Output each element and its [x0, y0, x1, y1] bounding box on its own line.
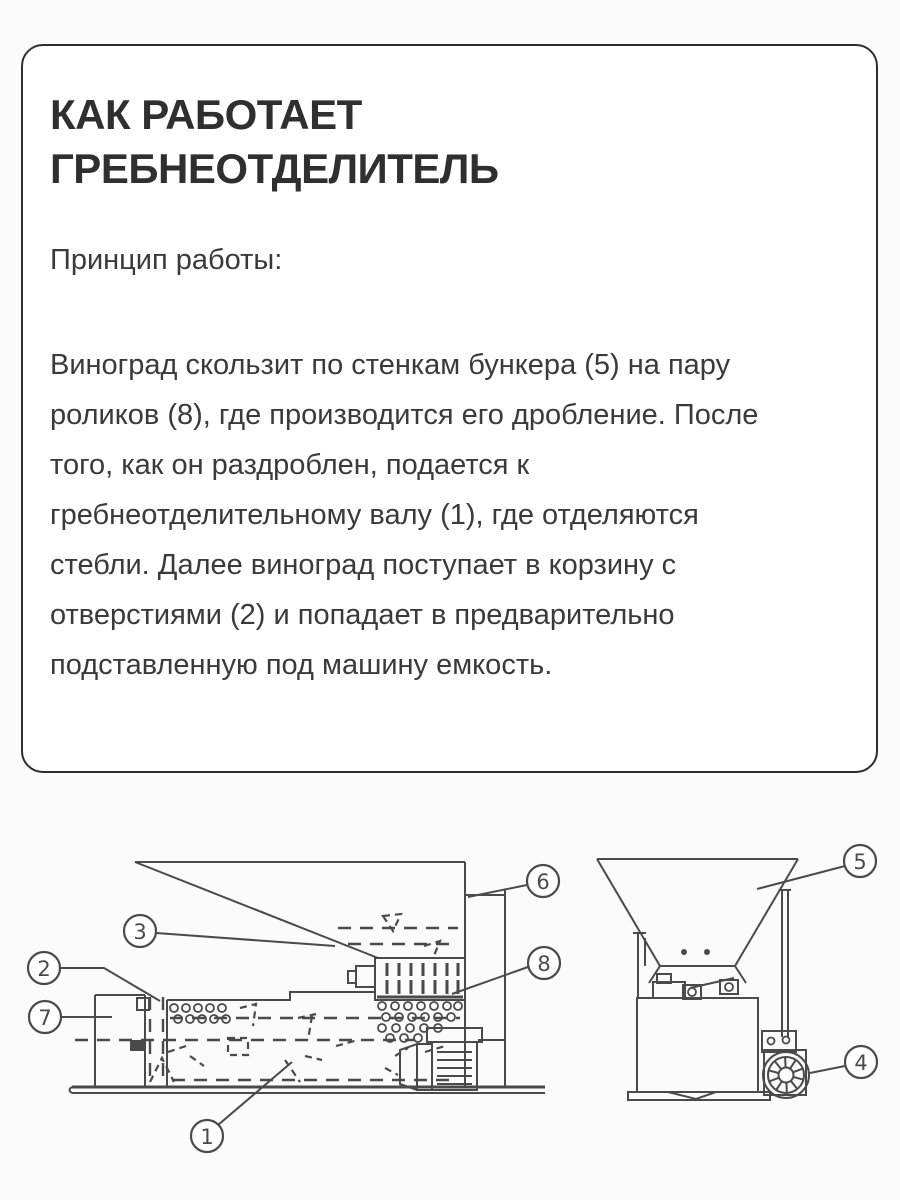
callout-6: [468, 865, 559, 897]
callout-5-label: 5: [853, 850, 867, 874]
callout-7: [29, 1001, 112, 1033]
callout-4-label: 4: [854, 1051, 868, 1075]
instruction-card: [21, 44, 878, 773]
callout-5: [757, 845, 876, 889]
callout-7-label: 7: [38, 1006, 52, 1030]
roller-mechanism: [653, 974, 738, 999]
base-plate-end: [628, 1092, 770, 1100]
callout-3-label: 3: [133, 920, 147, 944]
crusher-rollers: [348, 958, 465, 1000]
machine-body-end: [637, 998, 758, 1092]
destemmer-diagram: [0, 800, 900, 1200]
hopper-funnel: [597, 859, 798, 983]
callout-6-label: 6: [536, 870, 550, 894]
callout-4: [810, 1046, 877, 1078]
page-title: КАК РАБОТАЕТ ГРЕБНЕОТДЕЛИТЕЛЬ: [50, 91, 499, 192]
side-view-drawing: [28, 862, 560, 1152]
callout-1-label: 1: [200, 1125, 214, 1149]
principle-description: Виноград скользит по стенкам бункера (5) на пару роликов (8), где производится его дробление. После того, как он раздроблен, подается к гребнеотделительному валу (1), где отделяются стебли. Далее виноград поступает в корзину с отверстиями (2) и попадает в предварительно подставленную под машину емкость.: [50, 349, 759, 681]
callout-2: [28, 952, 160, 1001]
end-view-drawing: [597, 845, 877, 1100]
basket-holes: [170, 1002, 462, 1042]
callout-1: [191, 1062, 292, 1152]
callout-2-label: 2: [37, 957, 51, 981]
basket-body: [75, 992, 465, 1086]
frame-column: [465, 890, 505, 1088]
principle-subtitle: Принцип работы:: [50, 244, 283, 276]
callout-3: [124, 915, 335, 947]
motor-fan: [762, 1031, 809, 1098]
callout-8-label: 8: [537, 952, 551, 976]
